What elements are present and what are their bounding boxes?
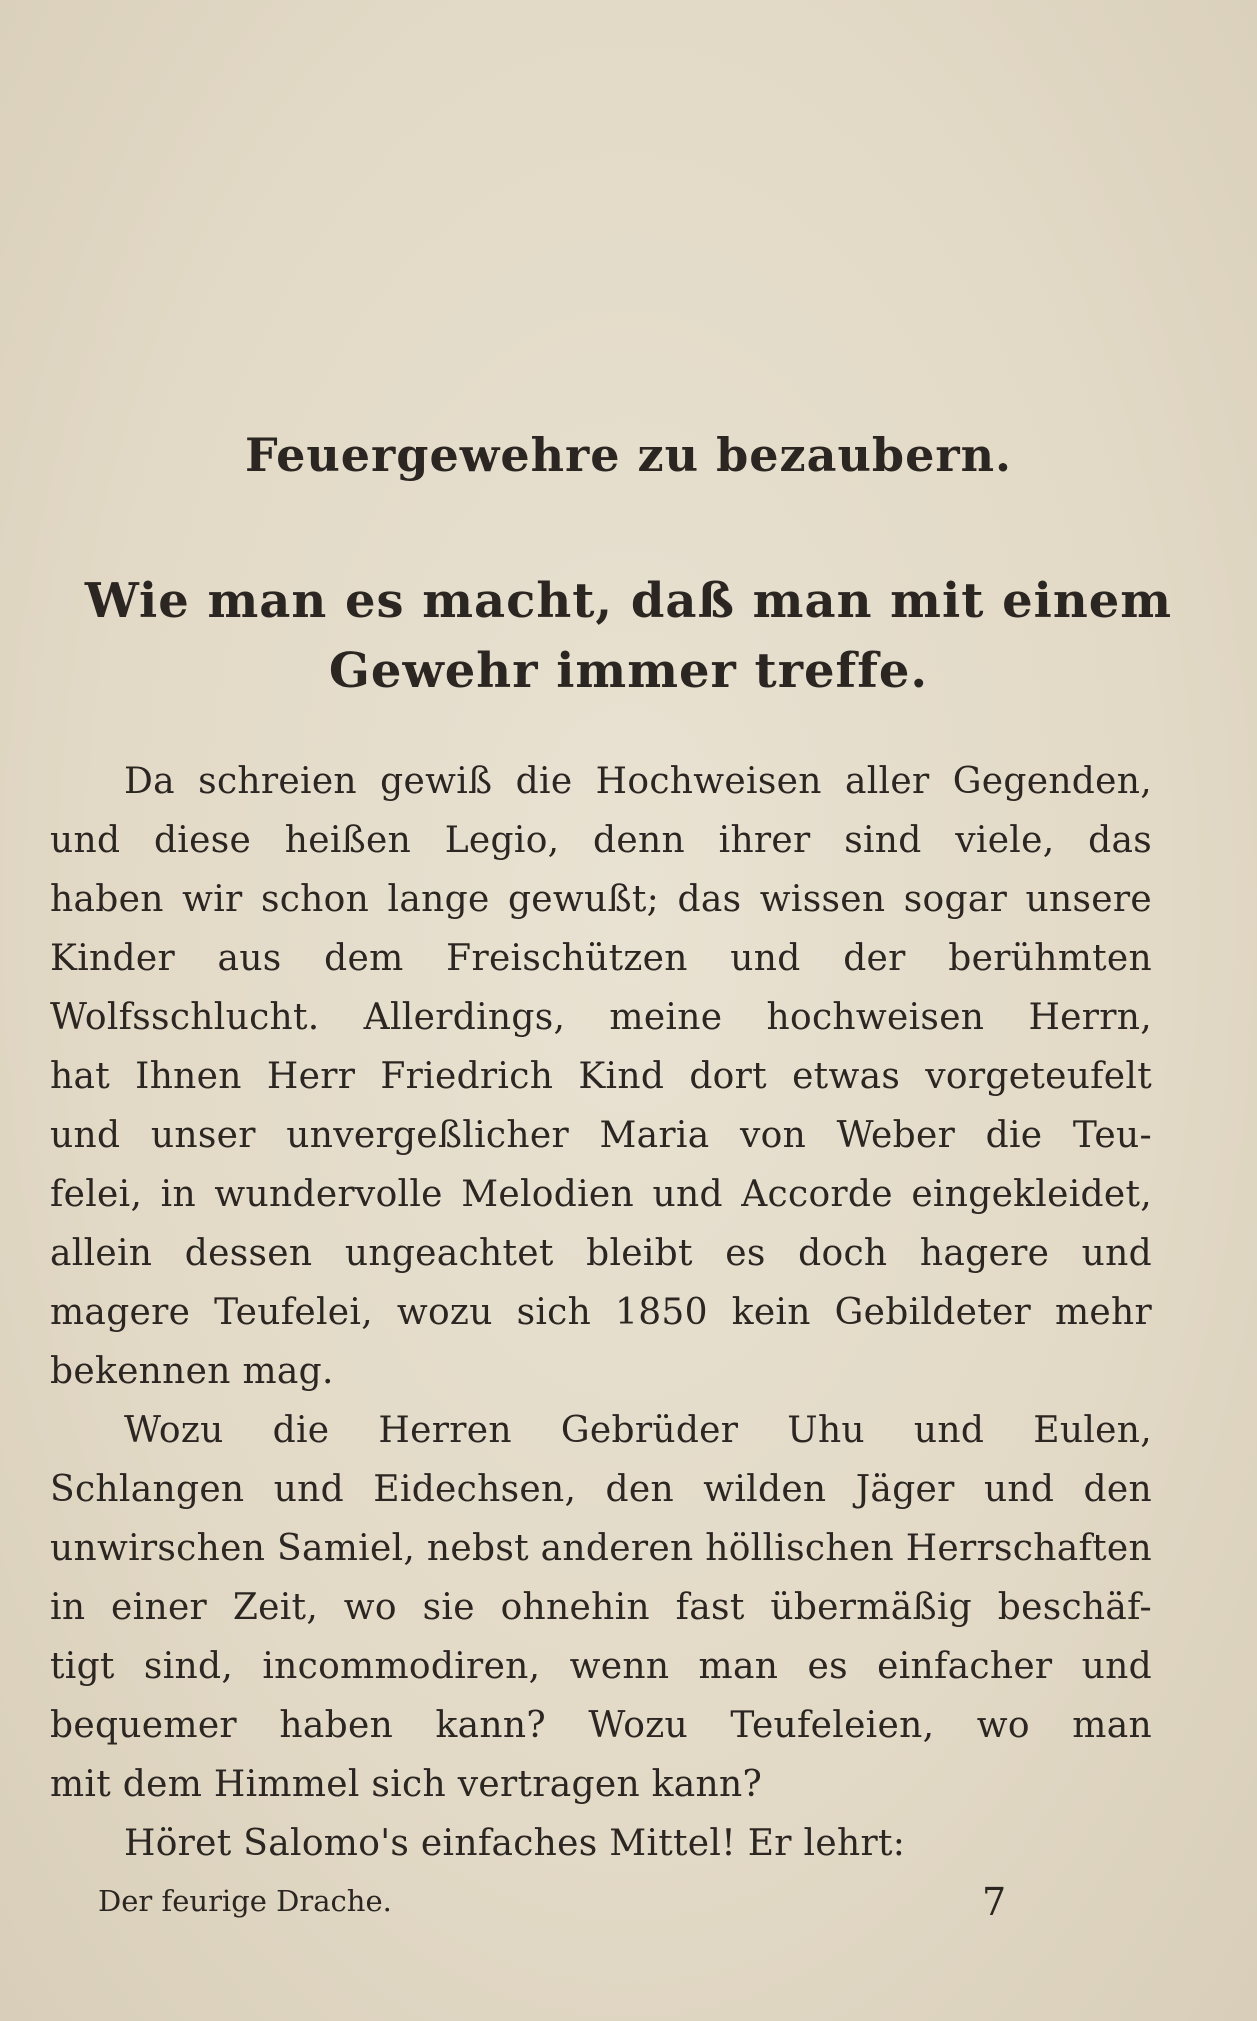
text-line: felei, in wundervolle Melodien und Accorde eingekleidet, [50,1174,1152,1215]
subheading-line: Wie man es macht, daß man mit einem [84,573,1173,629]
text-line: Kinder aus dem Freischützen und der berühmten [50,938,1152,979]
text-line: in einer Zeit, wo sie ohnehin fast übermäßig beschäf- [50,1587,1152,1628]
subheading-line: Gewehr immer treffe. [328,643,929,699]
paragraph-3 [50,1814,1152,1873]
page-footer [50,1880,1152,1930]
page-number: 7 [982,1880,1007,1924]
text-line: und unser unvergeßlicher Maria von Weber die Teu- [50,1115,1152,1156]
chapter-heading: Feuergewehre zu bezaubern. [244,428,1013,482]
section-subheading [0,566,1257,706]
text-line: mit dem Himmel sich vertragen kann? [50,1764,763,1805]
text-line: tigt sind, incommodiren, wenn man es einfacher und [50,1646,1152,1687]
paragraph-1 [50,752,1152,1401]
text-line: hat Ihnen Herr Friedrich Kind dort etwas vorgeteufelt [50,1056,1152,1097]
paragraph-2 [50,1401,1152,1814]
text-line: Wozu die Herren Gebrüder Uhu und Eulen, [124,1410,1152,1451]
text-line: Schlangen und Eidechsen, den wilden Jäger und den [50,1469,1152,1510]
text-line: bekennen mag. [50,1351,334,1392]
text-line: und diese heißen Legio, denn ihrer sind viele, das [50,820,1152,861]
body-text [50,752,1152,1873]
text-line: allein dessen ungeachtet bleibt es doch hagere und [50,1233,1152,1274]
text-line: Da schreien gewiß die Hochweisen aller Gegenden, [124,761,1152,802]
text-line: unwirschen Samiel, nebst anderen höllischen Herrschaften [50,1528,1152,1569]
text-line: Höret Salomo's einfaches Mittel! Er lehrt: [124,1823,906,1864]
signature-mark: Der feurige Drache. [98,1884,392,1918]
text-line: magere Teufelei, wozu sich 1850 kein Gebildeter mehr [50,1292,1152,1333]
text-line: bequemer haben kann? Wozu Teufeleien, wo man [50,1705,1152,1746]
text-line: Wolfsschlucht. Allerdings, meine hochweisen Herrn, [50,997,1152,1038]
text-line: haben wir schon lange gewußt; das wissen sogar unsere [50,879,1152,920]
